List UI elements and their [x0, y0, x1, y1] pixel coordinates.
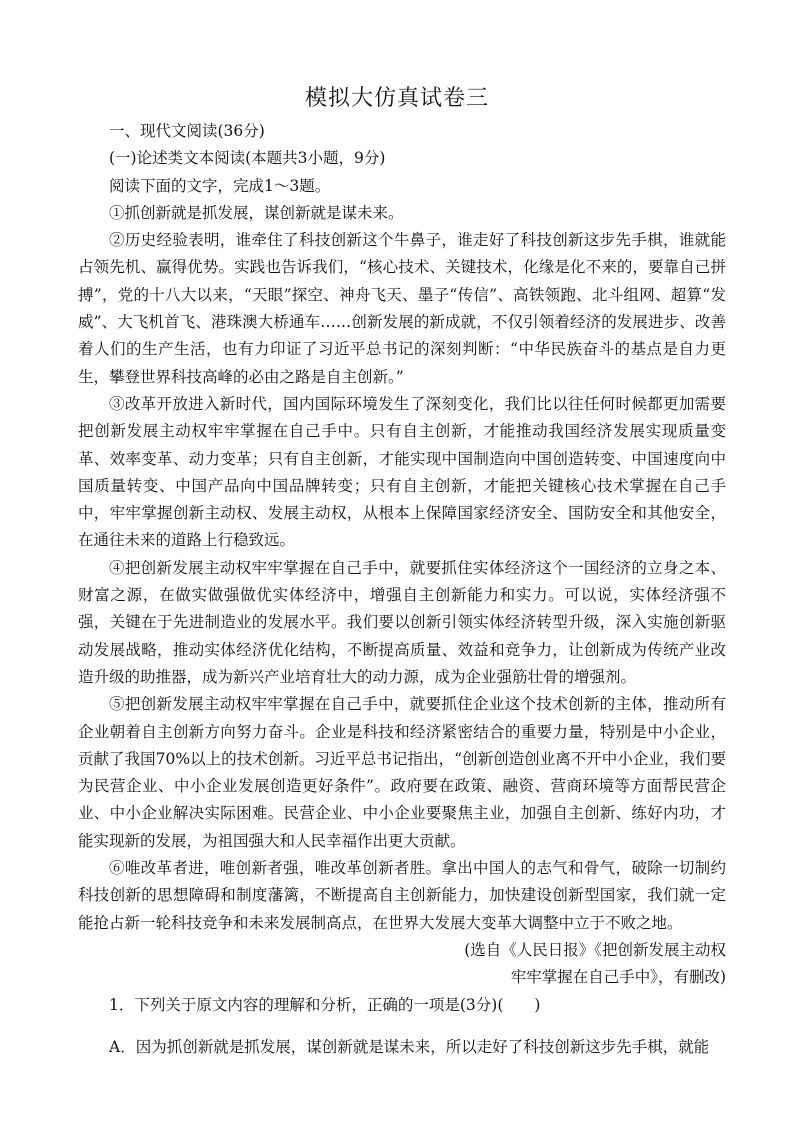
source-citation-line-2: 牢牢掌握在自己手中》，有删改)	[510, 968, 726, 987]
source-citation-line-1: (选自《人民日报》《把创新发展主动权	[464, 940, 726, 959]
option-a: A．因为抓创新就是抓发展，谋创新就是谋未来，所以走好了科技创新这步先手棋，就能	[109, 1038, 710, 1057]
question-1: 1．下列关于原文内容的理解和分析，正确的一项是(3分)( )	[109, 995, 541, 1014]
paragraph-6: ⑥唯改革者进，唯创新者强，唯改革创新者胜。拿出中国人的志气和骨气，破除一切制约科技创新的思想障碍和制度藩篱，不断提高自主创新能力，加快建设创新型国家，我们就一定能抢占新一轮科技竞争和未来发展制高点，在世界大发展大变革大调整中立于不败之地。	[78, 859, 726, 932]
paragraph-2: ②历史经验表明，谁牵住了科技创新这个牛鼻子，谁走好了科技创新这步先手棋，谁就能占领先机、赢得优势。实践也告诉我们，“核心技术、关键技术，化缘是化不来的，要靠自己拼搏”，党的十八大以来，“天眼”探空、神舟飞天、墨子“传信”、高铁领跑、北斗组网、超算“发威”、大飞机首飞、港珠澳大桥通车……创新发展的新成就，不仅引领着经济的发展进步、改善着人们的生产生活，也有力印证了习近平总书记的深刻判断：“中华民族奋斗的基点是自力更生，攀登世界科技高峰的必由之路是自主创新。”	[78, 231, 726, 386]
exam-body	[78, 118, 726, 1077]
instruction-text: 阅读下面的文字，完成1～3题。	[109, 176, 331, 195]
paragraph-3: ③改革开放进入新时代，国内国际环境发生了深刻变化，我们比以往任何时候都更加需要把创新发展主动权牢牢掌握在自己手中。只有自主创新，才能推动我国经济发展实现质量变革、效率变革、动力变革；只有自主创新，才能实现中国制造向中国创造转变、中国速度向中国质量转变、中国产品向中国品牌转变；只有自主创新，才能把关键核心技术掌握在自己手中，牢牢掌握创新主动权、发展主动权，从根本上保障国家经济安全、国防安全和其他安全，在通往未来的道路上行稳致远。	[78, 394, 726, 550]
paragraph-1: ①抓创新就是抓发展，谋创新就是谋未来。	[109, 203, 404, 222]
section-heading: 一、现代文阅读(36分)	[109, 122, 265, 140]
page-title: 模拟大仿真试卷三	[304, 86, 489, 111]
paragraph-4: ④把创新发展主动权牢牢掌握在自己手中，就要抓住实体经济这个一国经济的立身之本、财富之源，在做实做强做优实体经济中，增强自主创新能力和实力。可以说，实体经济强不强，关键在于先进制造业的发展水平。我们要以创新引领实体经济转型升级，深入实施创新驱动发展战略，推动实体经济优化结构，不断提高质量、效益和竞争力，让创新成为传统产业改造升级的助推器，成为新兴产业培育壮大的动力源，成为企业强筋壮骨的增强剂。	[78, 558, 726, 686]
paragraph-5: ⑤把创新发展主动权牢牢掌握在自己手中，就要抓住企业这个技术创新的主体，推动所有企业朝着自主创新方向努力奋斗。企业是科技和经济紧密结合的重要力量，特别是中小企业，贡献了我国70%以上的技术创新。习近平总书记指出，“创新创造创业离不开中小企业，我们要为民营企业、中小企业发展创造更好条件”。政府要在政策、融资、营商环境等方面帮民营企业、中小企业解决实际困难。民营企业、中小企业要聚焦主业，加强自主创新、练好内功，才能实现新的发展，为祖国强大和人民幸福作出更大贡献。	[78, 695, 726, 850]
subsection-heading: (一)论述类文本阅读(本题共3小题，9分)	[109, 149, 386, 168]
